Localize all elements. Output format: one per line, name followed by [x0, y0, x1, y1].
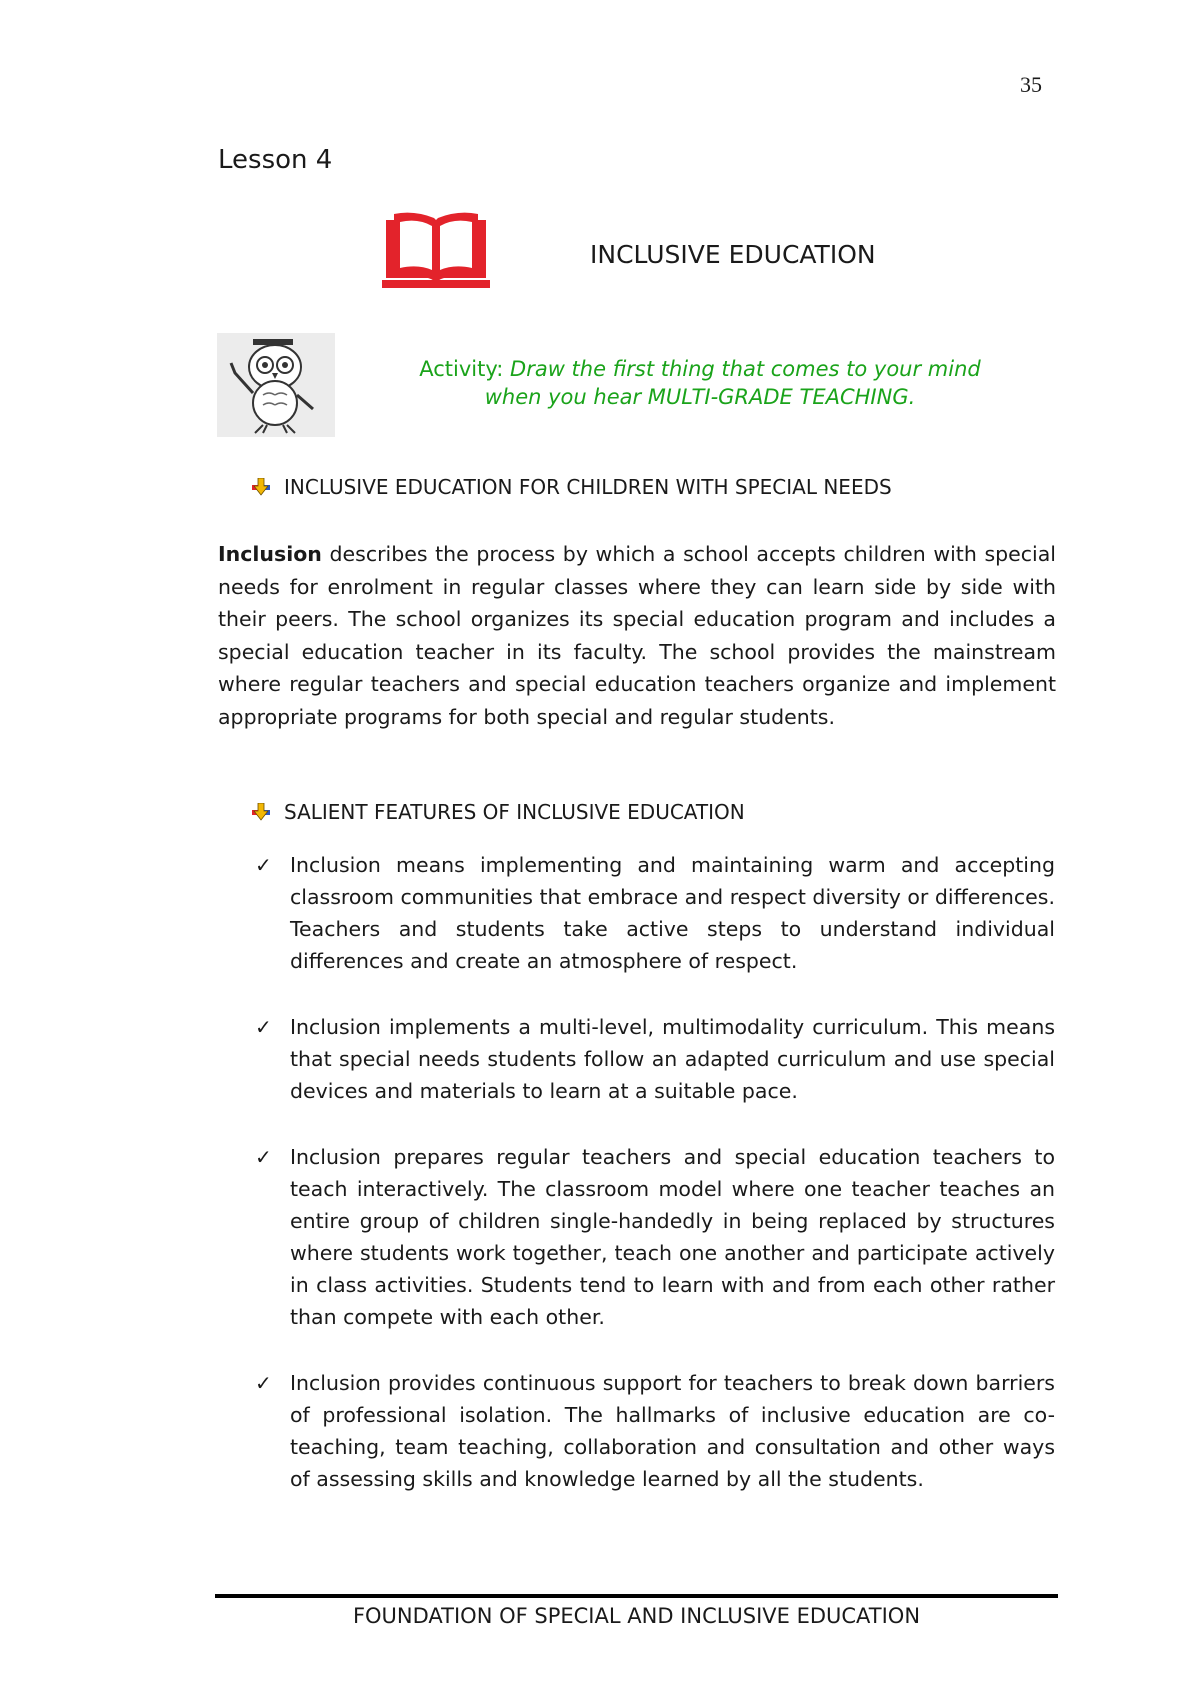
footer-title: FOUNDATION OF SPECIAL AND INCLUSIVE EDUCATION: [352, 1604, 921, 1628]
feature-text: Inclusion means implementing and maintaining warm and accepting classroom communities that embrace and respect diversity or differences. Teachers and students take active steps to understand individual differences and create an atmosphere of respect.: [290, 853, 1055, 973]
checkmark-icon: ✓: [255, 1015, 272, 1039]
checkmark-icon: ✓: [255, 1371, 272, 1395]
intro-body: describes the process by which a school accepts children with special needs for enrolment in regular classes where they can learn side by side with their peers. The school organizes its special education program and includes a special education teacher in its faculty. The school provides the mainstream where regular teachers and special education teachers organize and implement appropriate programs for both special and regular students.: [218, 542, 1056, 729]
activity-label: Activity:: [419, 357, 504, 381]
section-heading-text: INCLUSIVE EDUCATION FOR CHILDREN WITH SPECIAL NEEDS: [284, 475, 892, 499]
lesson-label: Lesson 4: [218, 145, 333, 175]
activity-text-2: when you hear MULTI-GRADE TEACHING.: [484, 385, 916, 409]
feature-text: Inclusion provides continuous support for teachers to break down barriers of professional isolation. The hallmarks of inclusive education are co-teaching, team teaching, collaboration and consultation and other ways of assessing skills and knowledge learned by all the students.: [290, 1371, 1055, 1491]
feature-item: [255, 1011, 1055, 1107]
section-heading-salient-features: [252, 800, 745, 824]
term-inclusion: Inclusion: [218, 542, 322, 566]
section-heading-text: SALIENT FEATURES OF INCLUSIVE EDUCATION: [284, 800, 745, 824]
intro-paragraph: [218, 538, 1056, 733]
bullet-arrow-icon: [252, 803, 270, 821]
page-number: 35: [1020, 72, 1042, 97]
activity-line-1: [300, 355, 1100, 383]
checkmark-icon: ✓: [255, 1145, 272, 1169]
section-heading-inclusive-education: [252, 475, 892, 499]
footer-divider: [215, 1594, 1058, 1598]
activity-text-1: Draw the first thing that comes to your mind: [510, 357, 981, 381]
book-icon: [382, 210, 490, 296]
checkmark-icon: ✓: [255, 853, 272, 877]
feature-item: [255, 1367, 1055, 1495]
feature-text: Inclusion implements a multi-level, multimodality curriculum. This means that special needs students follow an adapted curriculum and use special devices and materials to learn at a suitable pace.: [290, 1015, 1055, 1103]
bullet-arrow-icon: [252, 478, 270, 496]
feature-item: [255, 849, 1055, 977]
chapter-title: INCLUSIVE EDUCATION: [590, 240, 876, 269]
activity-prompt: [300, 355, 1100, 411]
feature-item: [255, 1141, 1055, 1333]
feature-text: Inclusion prepares regular teachers and special education teachers to teach interactively. The classroom model where one teacher teaches an entire group of children single-handedly in being replaced by structures where students work together, teach one another and participate actively in class activities. Students tend to learn with and from each other rather than compete with each other.: [290, 1145, 1055, 1329]
